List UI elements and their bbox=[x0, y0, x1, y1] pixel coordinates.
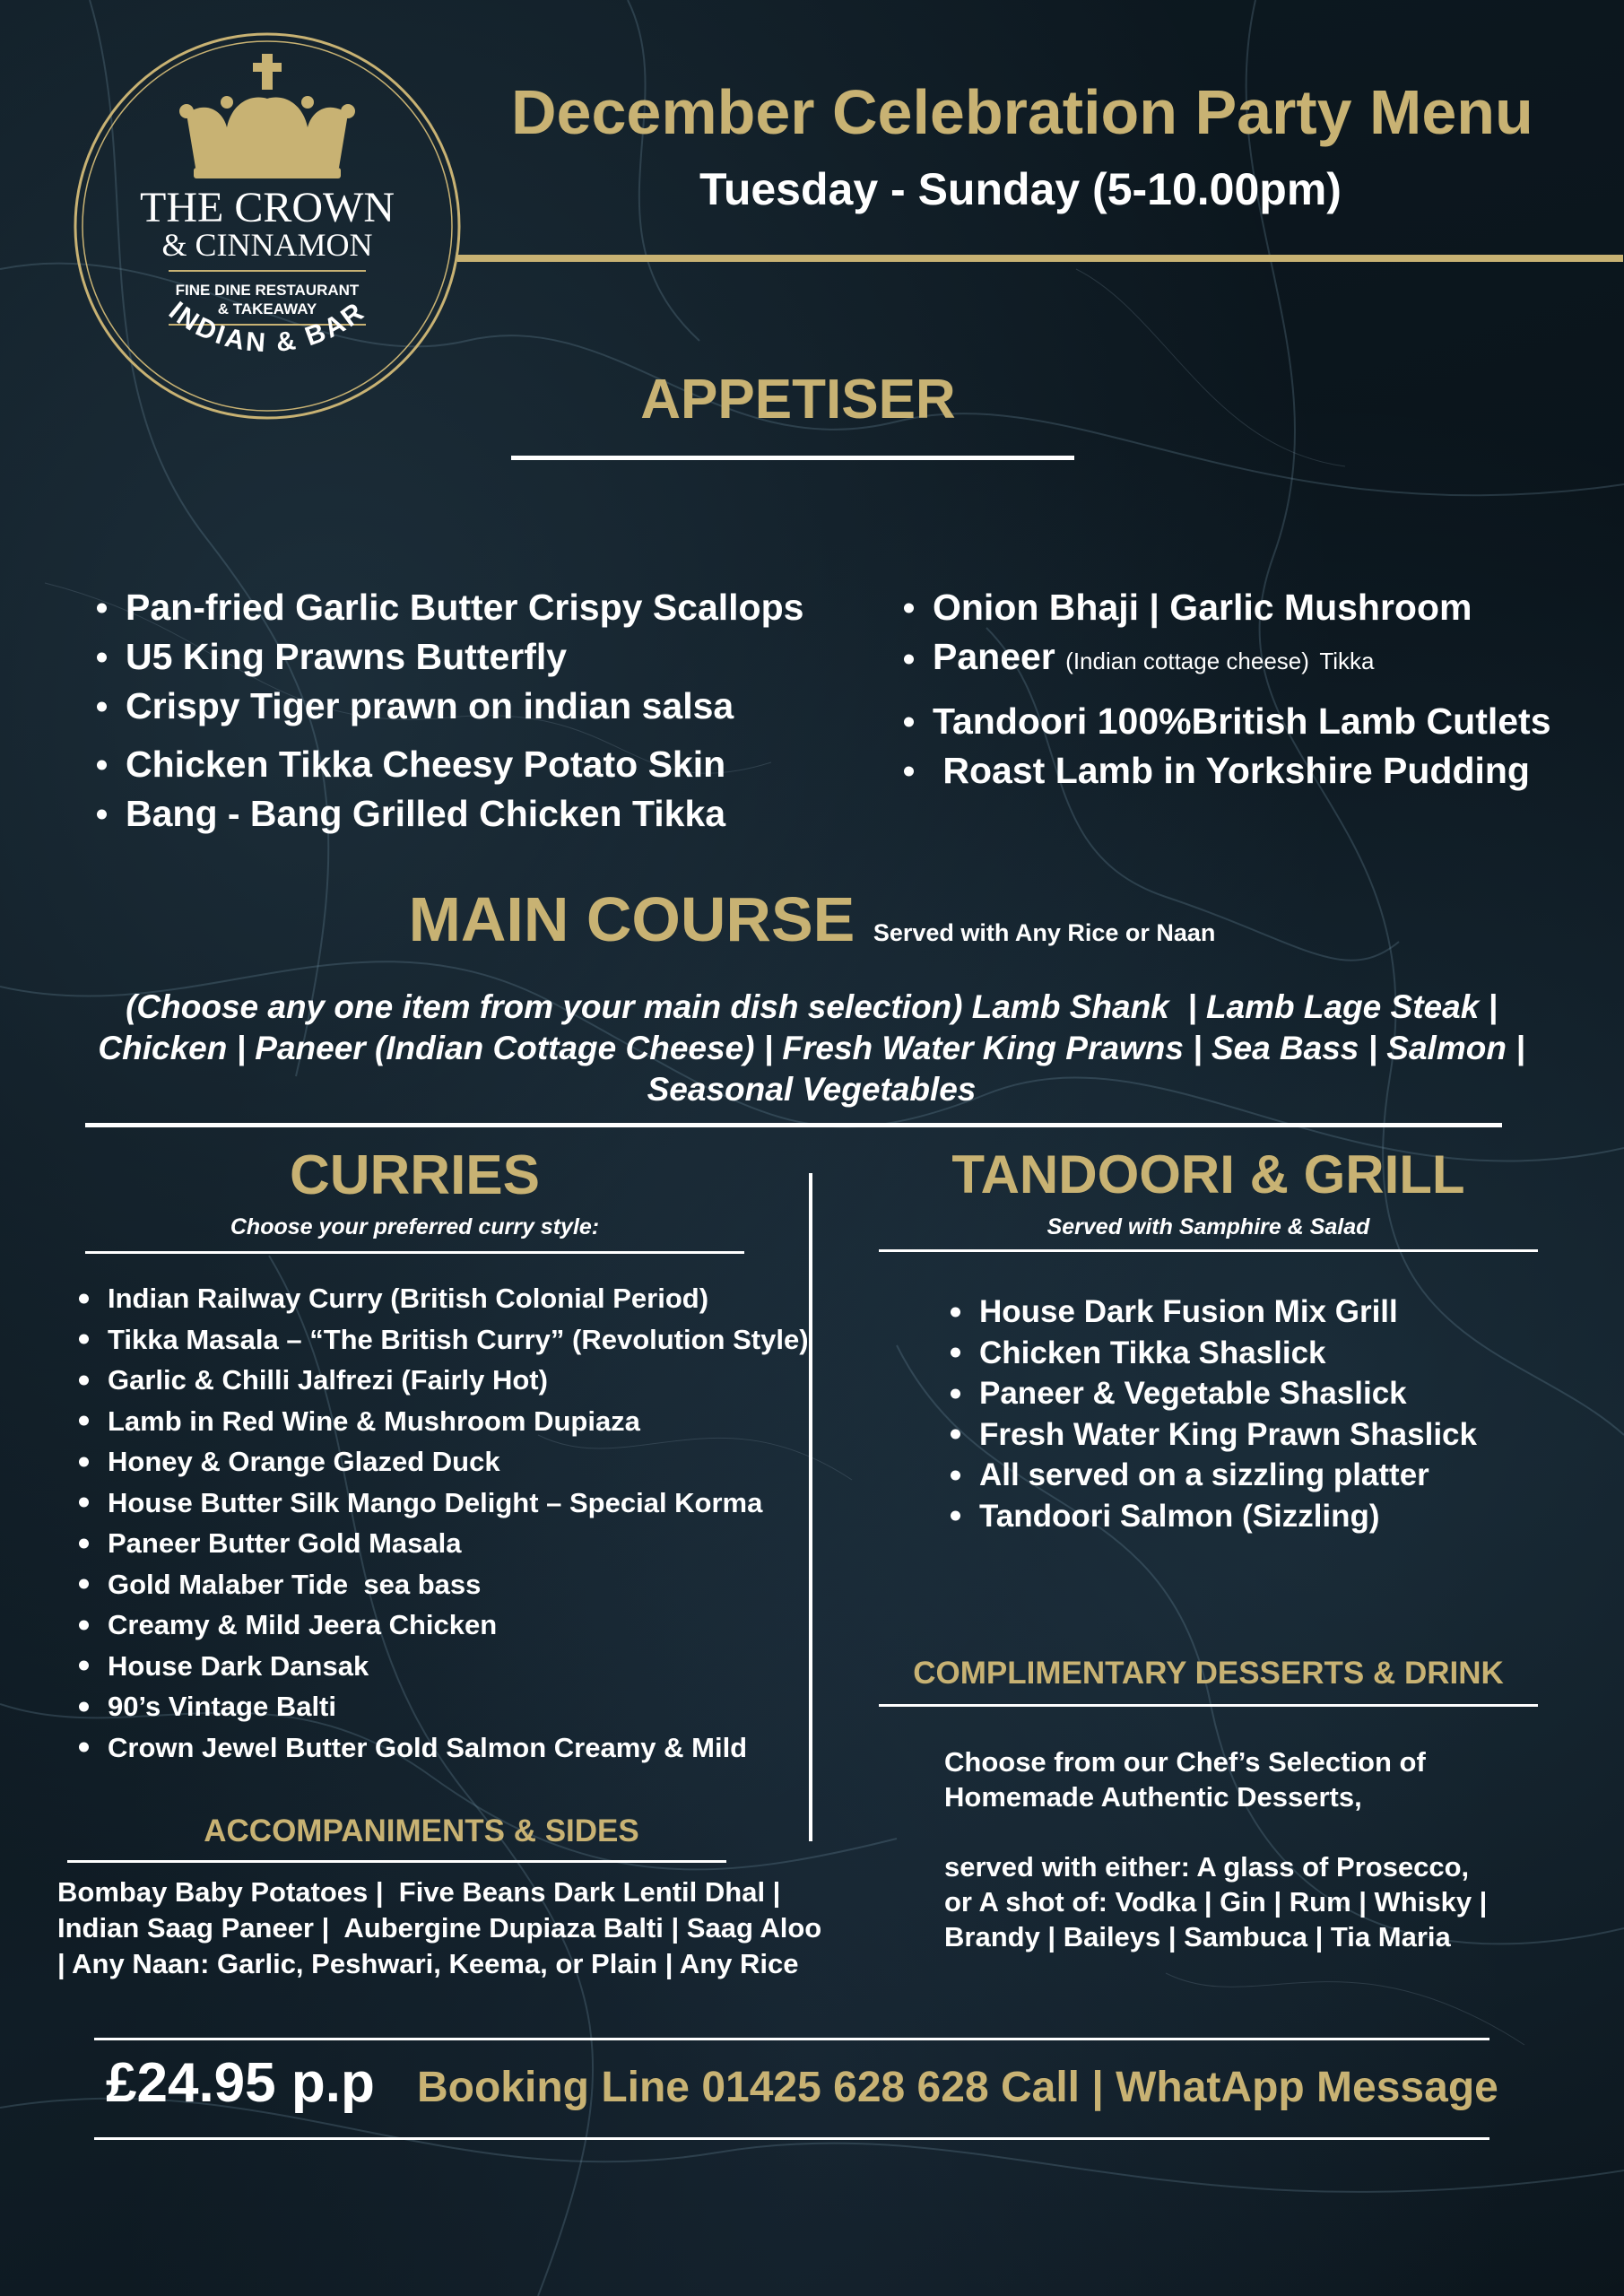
brand-tagline-line1: FINE DINE RESTAURANT bbox=[175, 282, 360, 299]
column-divider bbox=[809, 1173, 812, 1841]
appetiser-heading: APPETISER bbox=[640, 369, 956, 430]
header-divider bbox=[457, 255, 1623, 262]
list-item: Tandoori 100%British Lamb Cutlets bbox=[897, 697, 1551, 746]
list-item: Paneer (Indian cottage cheese) Tikka bbox=[897, 632, 1551, 686]
desserts-text bbox=[944, 1744, 1487, 1954]
curries-list bbox=[72, 1278, 809, 1768]
main-course-header bbox=[0, 883, 1624, 955]
list-item: Gold Malaber Tide sea bass bbox=[72, 1564, 809, 1605]
accompaniments-text bbox=[57, 1874, 821, 1982]
crown-icon bbox=[179, 54, 355, 178]
brand-name-line2: & CINNAMON bbox=[161, 227, 373, 263]
tandoori-heading: TANDOORI & GRILL bbox=[951, 1144, 1465, 1205]
brand-name-line1: THE CROWN bbox=[140, 184, 395, 231]
main-course-divider bbox=[85, 1123, 1502, 1127]
desserts-line3: served with either: A glass of Prosecco, bbox=[944, 1851, 1470, 1883]
page-subtitle: Tuesday - Sunday (5-10.00pm) bbox=[699, 164, 1342, 214]
list-item: Chicken Tikka Shaslick bbox=[943, 1333, 1477, 1374]
list-item: Paneer Butter Gold Masala bbox=[72, 1523, 809, 1564]
list-item: Onion Bhaji | Garlic Mushroom bbox=[897, 583, 1551, 632]
accompaniments-heading: ACCOMPANIMENTS & SIDES bbox=[204, 1813, 639, 1848]
main-course-line1: (Choose any one item from your main dish selection) Lamb Shank | Lamb Lage Steak | bbox=[126, 988, 1498, 1025]
main-course-line3: Seasonal Vegetables bbox=[647, 1071, 977, 1108]
list-item: 90’s Vintage Balti bbox=[72, 1686, 809, 1727]
list-item: Tandoori Salmon (Sizzling) bbox=[943, 1496, 1477, 1537]
curries-divider bbox=[85, 1251, 744, 1254]
list-item: Pan-fried Garlic Butter Crispy Scallops bbox=[90, 583, 803, 632]
appetiser-right-list bbox=[897, 583, 1551, 796]
accompaniments-line3: | Any Naan: Garlic, Peshwari, Keema, or Plain | Any Rice bbox=[57, 1948, 799, 1979]
list-item: Garlic & Chilli Jalfrezi (Fairly Hot) bbox=[72, 1360, 809, 1401]
list-item: House Butter Silk Mango Delight – Special Korma bbox=[72, 1483, 809, 1524]
list-item: House Dark Dansak bbox=[72, 1646, 809, 1687]
booking-line: Booking Line 01425 628 628 Call | WhatApp Message bbox=[417, 2064, 1498, 2111]
desserts-divider bbox=[879, 1704, 1538, 1707]
list-item: Chicken Tikka Cheesy Potato Skin bbox=[90, 740, 803, 789]
list-item: Crown Jewel Butter Gold Salmon Creamy & Mild bbox=[72, 1727, 809, 1769]
desserts-line5: Brandy | Baileys | Sambuca | Tia Maria bbox=[944, 1921, 1451, 1952]
list-item: House Dark Fusion Mix Grill bbox=[943, 1292, 1477, 1333]
list-item: Bang - Bang Grilled Chicken Tikka bbox=[90, 789, 803, 839]
list-item: Roast Lamb in Yorkshire Pudding bbox=[897, 746, 1551, 796]
accompaniments-divider bbox=[67, 1860, 726, 1863]
accompaniments-line1: Bombay Baby Potatoes | Five Beans Dark Lentil Dhal | bbox=[57, 1876, 781, 1908]
price: £24.95 p.p bbox=[106, 2052, 375, 2114]
list-item: U5 King Prawns Butterfly bbox=[90, 632, 803, 682]
brand-arc-text: INDIAN & BAR bbox=[163, 295, 371, 359]
appetiser-divider bbox=[511, 456, 1074, 460]
list-item: Fresh Water King Prawn Shaslick bbox=[943, 1414, 1477, 1456]
main-course-line2: Chicken | Paneer (Indian Cottage Cheese) | Fresh Water King Prawns | Sea Bass | Salmon | bbox=[98, 1030, 1525, 1066]
accompaniments-line2: Indian Saag Paneer | Aubergine Dupiaza Balti | Saag Aloo bbox=[57, 1912, 822, 1944]
desserts-line4: or A shot of: Vodka | Gin | Rum | Whisky | bbox=[944, 1886, 1488, 1918]
list-item: All served on a sizzling platter bbox=[943, 1455, 1477, 1496]
tandoori-list bbox=[943, 1292, 1477, 1536]
appetiser-left-list bbox=[90, 583, 803, 839]
list-item: Creamy & Mild Jeera Chicken bbox=[72, 1605, 809, 1646]
curries-heading: CURRIES bbox=[289, 1144, 541, 1206]
curries-subheading: Choose your preferred curry style: bbox=[230, 1214, 600, 1239]
list-item: Indian Railway Curry (British Colonial Period) bbox=[72, 1278, 809, 1319]
brand-tagline-line2: & TAKEAWAY bbox=[217, 300, 317, 317]
main-course-selection bbox=[54, 987, 1569, 1110]
list-item: Tikka Masala – “The British Curry” (Revolution Style) bbox=[72, 1319, 809, 1361]
desserts-line2: Homemade Authentic Desserts, bbox=[944, 1781, 1362, 1813]
list-item: Crispy Tiger prawn on indian salsa bbox=[90, 682, 803, 731]
footer-bottom-divider bbox=[94, 2137, 1489, 2140]
main-course-note: Served with Any Rice or Naan bbox=[873, 919, 1216, 946]
main-course-heading: MAIN COURSE bbox=[408, 884, 855, 954]
tandoori-divider bbox=[879, 1249, 1538, 1252]
desserts-line1: Choose from our Chef’s Selection of bbox=[944, 1746, 1426, 1778]
list-item: Honey & Orange Glazed Duck bbox=[72, 1441, 809, 1483]
list-item: Lamb in Red Wine & Mushroom Dupiaza bbox=[72, 1401, 809, 1442]
list-item: Paneer & Vegetable Shaslick bbox=[943, 1373, 1477, 1414]
crown-cinnamon-logo bbox=[70, 29, 465, 423]
page-title: December Celebration Party Menu bbox=[511, 77, 1533, 147]
tandoori-subheading: Served with Samphire & Salad bbox=[1046, 1214, 1370, 1239]
desserts-heading: COMPLIMENTARY DESSERTS & DRINK bbox=[913, 1656, 1504, 1691]
footer-top-divider bbox=[94, 2038, 1489, 2040]
